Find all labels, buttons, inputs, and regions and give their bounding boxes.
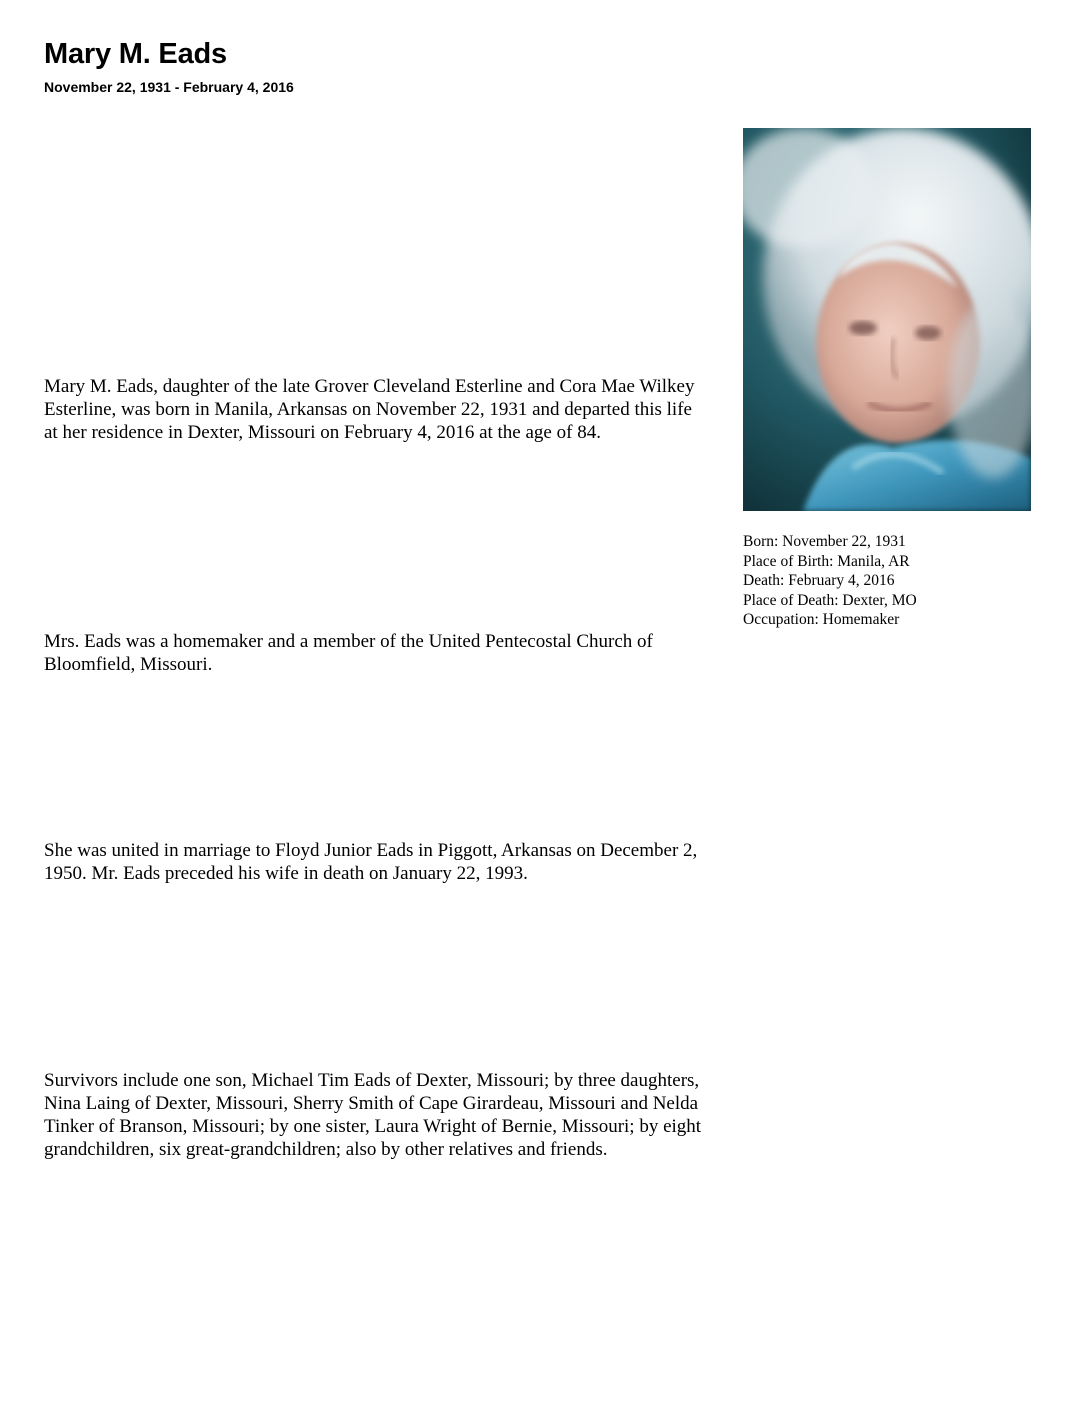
obituary-title: Mary M. Eads (44, 38, 227, 70)
fact-death: Death: February 4, 2016 (743, 572, 895, 590)
portrait-photo (743, 128, 1031, 511)
fact-occupation: Occupation: Homemaker (743, 611, 900, 629)
fact-place-of-birth: Place of Birth: Manila, AR (743, 552, 910, 570)
obituary-paragraph-marriage: She was united in marriage to Floyd Junior Eads in Piggott, Arkansas on December 2, 1950. Mr. Eads preceded his wife in death on January 22, 1993. (44, 840, 698, 884)
portrait-image (743, 128, 1031, 511)
fact-born: Born: November 22, 1931 (743, 533, 906, 550)
obituary-paragraph-occupation: Mrs. Eads was a homemaker and a member of the United Pentecostal Church of Bloomfield, Missouri. (44, 631, 653, 675)
fact-place-of-death: Place of Death: Dexter, MO (743, 591, 917, 609)
obituary-paragraph-birth: Mary M. Eads, daughter of the late Grover Cleveland Esterline and Cora Mae Wilkey Esterline, was born in Manila, Arkansas on November 22, 1931 and departed this life at her residence in Dexter, Missouri on February 4, 2016 at the age of 84. (44, 376, 695, 443)
life-dates: November 22, 1931 - February 4, 2016 (44, 79, 294, 95)
obituary-paragraph-survivors: Survivors include one son, Michael Tim Eads of Dexter, Missouri; by three daughters, Nina Laing of Dexter, Missouri, Sherry Smith of Cape Girardeau, Missouri and Nelda Tinker of Branson, Missouri; by one sister, Laura Wright of Bernie, Missouri; by eight grandchildren, six great-grandchildren; also by other relatives and friends. (44, 1070, 702, 1160)
vital-facts (743, 532, 1073, 630)
